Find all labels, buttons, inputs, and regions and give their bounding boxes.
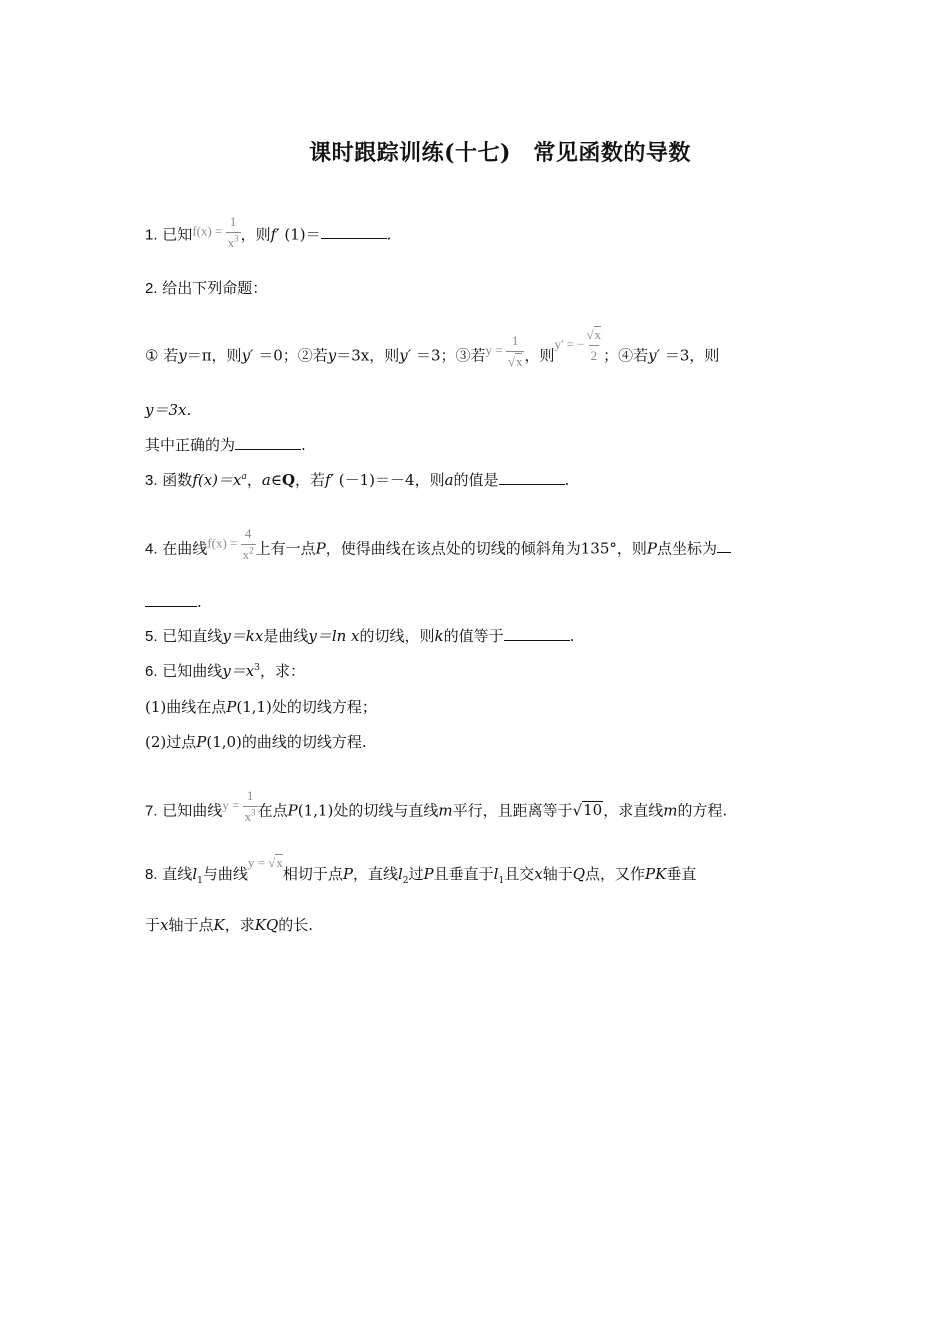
question-2-cont: y＝3x. — [145, 401, 192, 419]
question-5: 5. 已知直线y＝kx是曲线y＝ln x的切线，则k的值等于 . — [145, 627, 575, 645]
answer-blank-4a[interactable] — [717, 539, 731, 553]
answer-blank-2[interactable] — [235, 436, 301, 450]
question-6-part-2: (2)过点P(1,0)的曲线的切线方程. — [145, 733, 367, 751]
formula-q8: y = √x — [247, 855, 283, 870]
question-3: 3. 函数$f(x)=x^a$，a∈Q，若f′ (－1)＝－4，则a的值是 . — [145, 471, 570, 489]
question-6-part-1: (1)曲线在点P(1,1)处的切线方程； — [145, 698, 377, 716]
answer-blank-4b[interactable] — [145, 593, 197, 607]
answer-blank-1[interactable] — [321, 225, 387, 239]
question-4-cont: . — [145, 592, 202, 612]
question-6: 6. 已知曲线$y=x^3$，求： — [145, 662, 305, 680]
formula-q2-3: y = $\frac{1}{√x}$ — [486, 331, 525, 372]
question-2-ask: 其中正确的为 . — [145, 436, 306, 454]
question-2-stem: 2. 给出下列命题： — [145, 279, 268, 297]
question-1: 1. 已知f(x) = $\frac{1}{x^3}$ ，则f′ (1)＝ . — [145, 216, 391, 257]
question-8: 8. 直线$l_1$与曲线y = √x相切于点P，直线$l_2$过P且垂直于$l_1$且交x轴于Q点，又作PK垂直 — [145, 855, 697, 886]
page-title: 课时跟踪训练(十七) 常见函数的导数 — [309, 140, 691, 166]
question-7: 7. 已知曲线y = $\frac{1}{x^3}$ 在点P(1,1)处的切线与直线m平行，且距离等于√10，求直线m的方程. — [145, 792, 727, 833]
formula-q1: f(x) = $\frac{1}{x^3}$ — [192, 212, 240, 253]
question-8-cont: 于x轴于点K，求KQ的长. — [145, 916, 314, 934]
formula-q7: y = $\frac{1}{x^3}$ — [222, 786, 257, 827]
answer-blank-5[interactable] — [504, 627, 570, 641]
formula-q2-3b: y' = − $\frac{√x}{2}$ — [555, 325, 604, 366]
question-2-propositions: ① 若y＝π，则y′ ＝0；②若y＝3x，则y′ ＝3；③若y = $\frac{1}{√x}$ ，则y' = − $\frac{√x}{2}$ ；④若y′ ＝3，则 — [145, 337, 719, 378]
formula-q4: f(x) = $\frac{4}{x^2}$ — [207, 524, 255, 565]
answer-blank-3[interactable] — [499, 471, 565, 485]
question-4: 4. 在曲线f(x) = $\frac{4}{x^2}$ 上有一点P，使得曲线在该点处的切线的倾斜角为135°，则P点坐标为 — [145, 530, 731, 571]
